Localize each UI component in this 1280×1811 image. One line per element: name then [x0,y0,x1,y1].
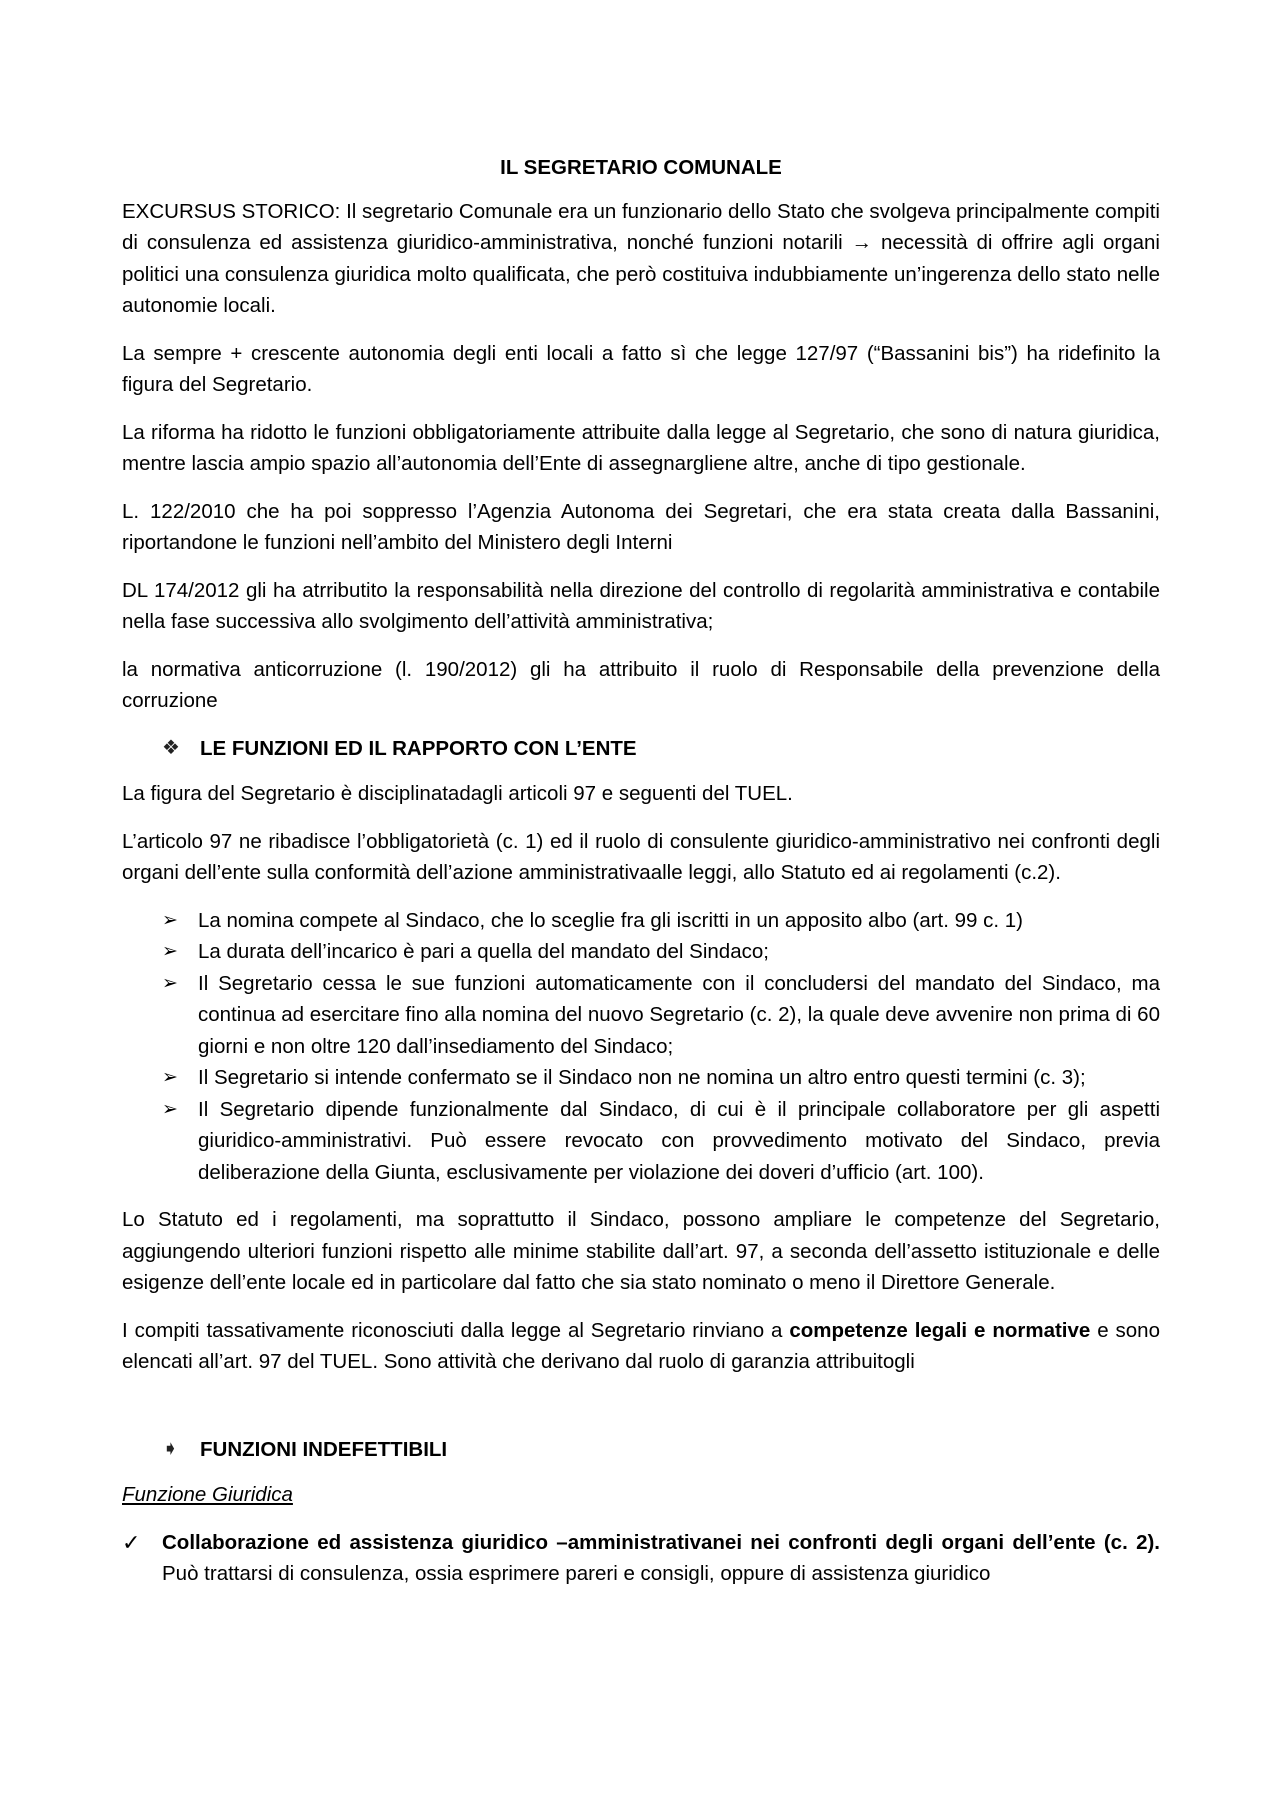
paragraph-compiti [122,1315,1160,1378]
arrowhead-bullet-icon: ➢ [162,1098,178,1120]
paragraph-articolo-97: L’articolo 97 ne ribadisce l’obbligatorietà (c. 1) ed il ruolo di consulente giuridico-amministrativo nei confronti degli organi dell’ente sulla conformità dell’azione amministrativaalle leggi, allo Statuto ed ai regolamenti (c.2). [122,829,1160,884]
paragraph-dl-174: DL 174/2012 gli ha atrributito la responsabilità nella direzione del controllo di regolarità amministrativa e contabile nella fase successiva allo svolgimento dell’attività amministrativa; [122,578,1160,633]
list-item [122,936,1160,968]
bullet-list [122,905,1160,1189]
paragraph-legge-122: L. 122/2010 che ha poi soppresso l’Agenzia Autonoma dei Segretari, che era stata creata dalla Bassanini, riportandone le funzioni nell’ambito del Ministero degli Interni [122,499,1160,554]
paragraph-statuto: Lo Statuto ed i regolamenti, ma soprattutto il Sindaco, possono ampliare le competenze del Segretario, aggiungendo ulteriori funzioni rispetto alle minime stabilite dall’art. 97, a seconda dell’assetto istituzionale e delle esigenze dell’ente locale ed in particolare dal fatto che sia stato nominato o meno il Direttore Generale. [122,1208,1160,1294]
paragraph-figura: La figura del Segretario è disciplinatadagli articoli 97 e seguenti del TUEL. [122,782,793,805]
compiti-text-a: I compiti tassativamente riconosciuti dalla legge al Segretario rinviano a [122,1318,783,1342]
document-title: IL SEGRETARIO COMUNALE [500,156,782,179]
section-heading-indefettibili [122,1434,1160,1466]
arrow-bullet-icon: ➧ [162,1437,179,1460]
list-item-text: Il Segretario dipende funzionalmente dal Sindaco, di cui è il principale collaboratore per gli aspetti giuridico-amministrativi. Può essere revocato con provvedimento motivato del Sindaco, previa deliberazione della Giunta, esclusivamente per violazione dei doveri d’ufficio (art. 100). [198,1097,1160,1184]
document-body [122,152,1160,1590]
compiti-bold-text: competenze legali e normative [789,1318,1091,1342]
diamond-bullet-icon: ❖ [162,736,180,759]
arrowhead-bullet-icon: ➢ [162,941,178,962]
section-heading-funzioni [122,733,1160,765]
section-heading-text: FUNZIONI INDEFETTIBILI [200,1437,448,1461]
list-item-text: La nomina compete al Sindaco, che lo sceglie fra gli iscritti in un apposito albo (art. 99 c. 1) [198,908,1023,932]
list-item-text: Il Segretario si intende confermato se il Sindaco non ne nomina un altro entro questi termini (c. 3); [198,1066,1086,1089]
check-item-body: Può trattarsi di consulenza, ossia esprimere pareri e consigli, oppure di assistenza giuridico [162,1562,991,1585]
excursus-text-a: EXCURSUS STORICO: Il segretario Comunale era un funzionario dello Stato che svolgeva principalmente compiti di consulenza ed assistenza giuridico-amministrativa, nonché funzioni notarili [122,199,1160,254]
check-item-text [162,1527,1160,1590]
paragraph-anticorruzione: la normativa anticorruzione (l. 190/2012) gli ha attribuito il ruolo di Responsabile della prevenzione della corruzione [122,657,1160,712]
spacer [122,1394,1160,1432]
excursus-text-b: necessità di offrire agli organi politici una consulenza giuridica molto qualificata, che però costituiva indubbiamente un’ingerenza dello stato nelle autonomie locali. [122,231,1160,317]
paragraph-excursus [122,196,1160,322]
subheading-funzione-giuridica: Funzione Giuridica [122,1483,293,1506]
list-item [122,968,1160,1063]
list-item-text: La durata dell’incarico è pari a quella del mandato del Sindaco; [198,940,769,963]
section-heading-text: LE FUNZIONI ED IL RAPPORTO CON L’ENTE [200,736,637,760]
list-item [122,1094,1160,1189]
paragraph-riforma: La riforma ha ridotto le funzioni obbligatoriamente attribuite dalla legge al Segretario, che sono di natura giuridica, mentre lascia ampio spazio all’autonomia dell’Ente di assegnargliene altre, anche di tipo gestionale. [122,420,1160,475]
checkmark-icon: ✓ [122,1529,141,1555]
arrowhead-bullet-icon: ➢ [162,909,178,931]
paragraph-bassanini: La sempre + crescente autonomia degli enti locali a fatto sì che legge 127/97 (“Bassanini bis”) ha ridefinito la figura del Segretario. [122,341,1160,396]
right-arrow-icon: → [851,231,873,254]
check-item-bold: Collaborazione ed assistenza giuridico –amministrativanei nei confronti degli organi dell’ente (c. 2). [162,1530,1160,1554]
list-item-text: Il Segretario cessa le sue funzioni automaticamente con il concludersi del mandato del Sindaco, ma continua ad esercitare fino alla nomina del nuovo Segretario (c. 2), la quale deve avvenire non prima di 60 giorni e non oltre 120 dall’insediamento del Sindaco; [198,971,1160,1058]
check-item [122,1527,1160,1590]
arrowhead-bullet-icon: ➢ [162,972,178,994]
list-item [122,905,1160,937]
compiti-text-b: e sono elencati all’art. 97 del TUEL. Sono attività che derivano dal ruolo di garanzia attribuitogli [122,1318,1160,1373]
list-item [122,1062,1160,1094]
arrowhead-bullet-icon: ➢ [162,1067,178,1088]
